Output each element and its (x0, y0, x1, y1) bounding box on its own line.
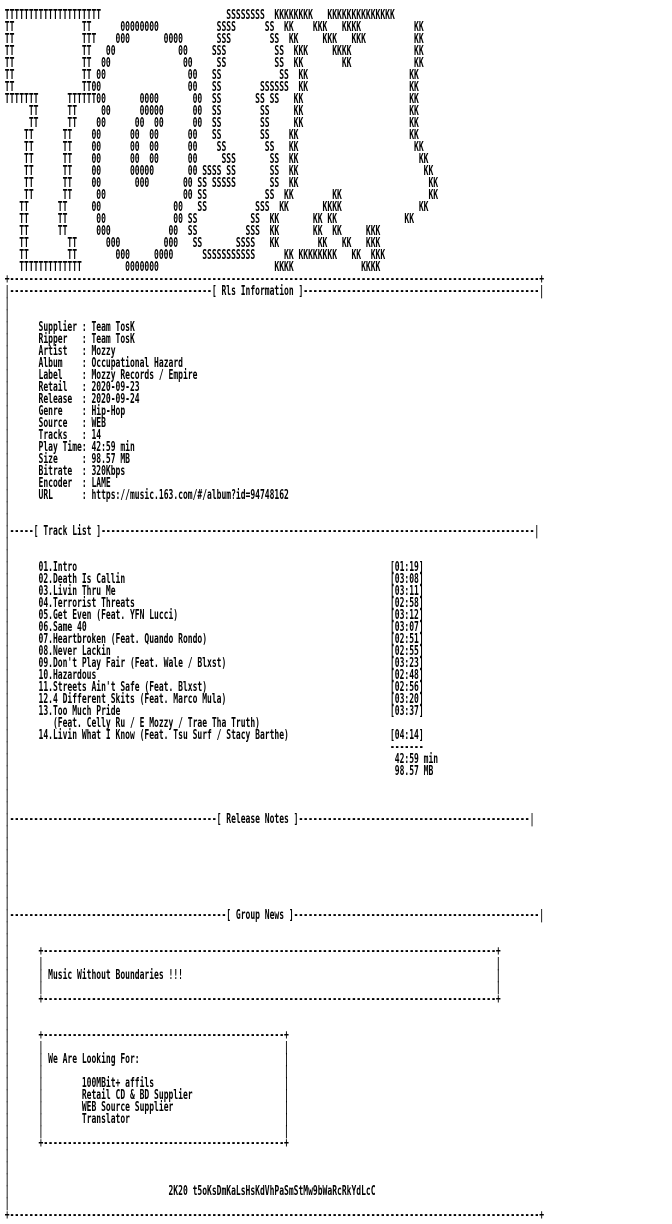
info-value: 2020-09-24 (91, 392, 140, 407)
box-side: | (284, 1052, 289, 1067)
track-time: [01:19] (389, 560, 424, 575)
track-title: 05.Get Even (Feat. YFN Lucci) (38, 608, 179, 623)
info-label: Ripper (38, 332, 68, 347)
looking-box-bottom: | +--------------------------------------------------+ (4, 1136, 289, 1151)
track-row: | 14.Livin What I Know (Feat. Tsu Surf / Stacy Barthe) [04:14] (4, 728, 424, 743)
frame-empty-row (5, 922, 403, 934)
box-side: | (38, 1052, 44, 1067)
track-title: 12.4 Different Skits (Feat. Marco Mula) (38, 692, 227, 707)
logo-art: TTTTTTT TTTTTT00 0000 00 SS SS SS KK KK (4, 92, 419, 107)
motto-box-row: | | | (4, 956, 501, 971)
looking-box-border: +--------------------------------------------------+ (38, 1136, 289, 1151)
frame-side: | (4, 1172, 10, 1187)
box-side: | (38, 1088, 44, 1103)
track-time: [03:12] (389, 608, 424, 623)
info-row: | Bitrate : 320Kbps (4, 464, 126, 479)
looking-box-border: +--------------------------------------------------+ (38, 1028, 289, 1043)
info-label: Encoder (38, 476, 73, 491)
info-label: Source (38, 416, 68, 431)
box-side: | (284, 1064, 289, 1079)
track-title: 07.Heartbroken (Feat. Quando Rondo) (38, 632, 208, 647)
box-side: | (284, 1088, 289, 1103)
info-row: | Retail : 2020-09-23 (4, 380, 140, 395)
logo-art: TT TT 00 00 SS SS KK KK KK (4, 56, 424, 71)
frame-empty-row (5, 886, 403, 898)
info-label: Album (38, 356, 63, 371)
info-value: LAME (91, 476, 111, 491)
frame-border: +--------------------------------------------------------------------------------------------------------------+ (4, 272, 545, 287)
frame-empty-row (5, 538, 403, 550)
info-value: 2020-09-23 (91, 380, 140, 395)
info-row: | Encoder : LAME (4, 476, 111, 491)
box-side: | (495, 980, 501, 995)
track-list-header: |-----[ Track List ]------------------------------------------------------------------------------------------| (4, 524, 540, 539)
info-value: Hip-Hop (91, 404, 126, 419)
info-label: Play Time (38, 440, 82, 455)
box-side: | (38, 1040, 44, 1055)
track-time: [02:51] (389, 632, 424, 647)
motto-box-border: +----------------------------------------------------------------------------------------------+ (38, 992, 501, 1007)
logo-art: TT TT 00 00 SS SS KK KK KK KK (4, 212, 415, 227)
logo-art: TT TT 000 00 SS SSS KK KK KK KKK (4, 224, 381, 239)
track-row: | 03.Livin Thru Me [03:11] (4, 584, 424, 599)
info-label: Tracks (38, 428, 68, 443)
track-row: | 02.Death Is Callin [03:08] (4, 572, 424, 587)
logo-art: TTTTTTTTTTTTTTTTTTTT SSSSSSSS KKKKKKKK KKKKKKKKKKKKKK (4, 8, 395, 23)
info-value: 42:59 min (91, 440, 135, 455)
frame-side: | (4, 824, 10, 839)
logo-art: TT TT 00 00 00 00 SS SS KK KK (4, 140, 424, 155)
frame-side: | (4, 788, 10, 803)
footer-signature: 2K20 t5oKsDmKaLsHsKdVhPaSmStMw9bWaRcRkYdLcC (168, 1184, 376, 1199)
box-side: | (284, 1112, 289, 1127)
info-value: 98.57 MB (91, 452, 130, 467)
info-value: WEB (91, 416, 106, 431)
box-side: | (38, 1100, 44, 1115)
track-title: (Feat. Celly Ru / E Mozzy / Trae Tha Truth) (38, 716, 260, 731)
track-title: 09.Don't Play Fair (Feat. Wale / Blxst) (38, 656, 227, 671)
track-title: 02.Death Is Callin (38, 572, 126, 587)
info-label: Genre (38, 404, 63, 419)
logo-art: TT TT 00 00 SS SS KK KK KK (4, 188, 439, 203)
frame-empty-row (5, 850, 403, 862)
frame-side: | (4, 296, 10, 311)
track-title: 08.Never Lackin (38, 644, 111, 659)
logo-art: TT TT 00 000 00 SS SSSSS SS KK KK (4, 176, 439, 191)
info-value: Team TosK (91, 332, 135, 347)
logo-art: TT TT 00 00 SS SS KK KK (4, 68, 419, 83)
section-header (4, 524, 540, 539)
looking-box-row: | | 100MBit+ affils | (4, 1076, 289, 1091)
logo-art: TT TTT 000 0000 SSS SS KK KKK KKK KK (4, 32, 424, 47)
footer-row: | 2K20 t5oKsDmKaLsHsKdVhPaSmStMw9bWaRcRkYdLcC (4, 1184, 376, 1199)
frame-side: | (4, 836, 10, 851)
motto-box-row: | | | (4, 980, 501, 995)
looking-item: Translator (81, 1112, 130, 1127)
track-row: | (Feat. Celly Ru / E Mozzy / Trae Tha Truth) (4, 716, 260, 731)
box-side: | (38, 1076, 44, 1091)
looking-box-row: | | | (4, 1124, 289, 1139)
info-value: 14 (91, 428, 102, 443)
frame-side: | (4, 308, 10, 323)
track-title: 01.Intro (38, 560, 78, 575)
info-label: Bitrate (38, 464, 73, 479)
track-time: [03:20] (389, 692, 424, 707)
logo-art: TT TT 000 0000 SSSSSSSSSSS KK KKKKKKKK KK KKK (4, 248, 386, 263)
track-row: | 01.Intro [01:19] (4, 560, 424, 575)
total-rule: ------- (389, 740, 424, 755)
motto-box-row: | | Music Without Boundaries !!! | (4, 968, 501, 983)
looking-box-row: | | | (4, 1064, 289, 1079)
track-time: [03:08] (389, 572, 424, 587)
frame-empty-row (5, 826, 403, 838)
frame-empty-row (5, 790, 403, 802)
track-time: [02:58] (389, 596, 424, 611)
track-time: [02:48] (389, 668, 424, 683)
frame-side: | (4, 500, 10, 515)
info-label: Retail (38, 380, 68, 395)
box-side: | (284, 1076, 289, 1091)
track-row: | 06.Same 40 [03:07] (4, 620, 424, 635)
logo-art: TT TT 00 00000 00 SS SS KK KK (4, 104, 419, 119)
box-side: | (38, 1124, 44, 1139)
track-row: | 10.Hazardous [02:48] (4, 668, 424, 683)
frame-side: | (4, 1196, 10, 1211)
frame-empty-row (5, 1150, 403, 1162)
info-label: Size (38, 452, 58, 467)
track-title: 03.Livin Thru Me (38, 584, 116, 599)
frame-side: | (4, 860, 10, 875)
release-notes-header: |-------------------------------------------[ Release Notes ]------------------------------------------------| (4, 812, 535, 827)
track-row: | 12.4 Different Skits (Feat. Marco Mula) [03:20] (4, 692, 424, 707)
looking-item: Retail CD & BD Supplier (81, 1088, 193, 1103)
track-total-rule: | ------- (4, 740, 424, 755)
box-side: | (495, 968, 501, 983)
info-row: | Artist : Mozzy (4, 344, 116, 359)
info-row: | Supplier : Team TosK (4, 320, 135, 335)
track-time: [02:56] (389, 680, 424, 695)
track-time: [03:23] (389, 656, 424, 671)
box-side: | (284, 1124, 289, 1139)
track-title: 14.Livin What I Know (Feat. Tsu Surf / Stacy Barthe) (38, 728, 289, 743)
track-total-size: | 98.57 MB (4, 764, 434, 779)
logo-art: TT TT 00 00000 00 SSSS SS SS KK KK (4, 164, 434, 179)
frame-empty-row (5, 862, 403, 874)
track-title: 10.Hazardous (38, 668, 97, 683)
box-side: | (38, 980, 44, 995)
track-time: [03:07] (389, 620, 424, 635)
info-row: | Label : Mozzy Records / Empire (4, 368, 198, 383)
box-side: | (38, 956, 44, 971)
frame-side: | (4, 1148, 10, 1163)
total-size: 98.57 MB (394, 764, 434, 779)
looking-box-row: | | Retail CD & BD Supplier | (4, 1088, 289, 1103)
looking-item: 100MBit+ affils (81, 1076, 155, 1091)
looking-box-row: | | WEB Source Supplier | (4, 1100, 289, 1115)
track-row: | 07.Heartbroken (Feat. Quando Rondo) [02:51] (4, 632, 424, 647)
looking-title: We Are Looking For: (48, 1052, 140, 1067)
logo-art: TT TT 00 00 00 00 SS SS KK KK (4, 128, 419, 143)
frame-empty-row (5, 1006, 403, 1018)
box-side: | (284, 1100, 289, 1115)
frame-side: | (4, 920, 10, 935)
frame-empty-row (5, 838, 403, 850)
box-side: | (38, 968, 44, 983)
info-value: 320Kbps (91, 464, 126, 479)
info-row: | Release : 2020-09-24 (4, 392, 140, 407)
info-label: Release (38, 392, 73, 407)
info-value: Mozzy (91, 344, 116, 359)
info-label: Artist (38, 344, 68, 359)
info-row: | Tracks : 14 (4, 428, 102, 443)
looking-box-row: | | | (4, 1040, 289, 1055)
looking-item: WEB Source Supplier (81, 1100, 174, 1115)
info-row: | Album : Occupational Hazard (4, 356, 183, 371)
logo-art: TT TT 00 00 SS SSS KK KKKK KK (4, 200, 429, 215)
info-row: | Genre : Hip-Hop (4, 404, 126, 419)
frame-empty-row (5, 778, 403, 790)
info-value: Mozzy Records / Empire (91, 368, 198, 383)
info-label: URL (38, 488, 53, 503)
track-time: [03:37] (389, 704, 424, 719)
info-row: | URL : https://music.163.com/#/album?id=94748162 (4, 488, 289, 503)
track-row: | 04.Terrorist Threats [02:58] (4, 596, 424, 611)
section-header (4, 812, 535, 827)
logo-art: TT TT 00000000 SSSS SS KK KKK KKKK KK (4, 20, 424, 35)
looking-box-top: | +--------------------------------------------------+ (4, 1028, 289, 1043)
frame-side: | (4, 548, 10, 563)
frame-empty-row (5, 502, 403, 514)
motto-box-bottom: | +----------------------------------------------------------------------------------------------+ (4, 992, 501, 1007)
motto-box-top: | +----------------------------------------------------------------------------------------------+ (4, 944, 501, 959)
info-value: Occupational Hazard (91, 356, 183, 371)
logo-art: TT TT 00 00 00 00 SSS SS KK KK (4, 152, 429, 167)
info-row: | Ripper : Team TosK (4, 332, 135, 347)
logo-art: TT TT 00 00 00 00 SS SS KK KK (4, 116, 419, 131)
frame-empty-row (5, 874, 403, 886)
track-row: | 08.Never Lackin [02:55] (4, 644, 424, 659)
rls-info-header: |------------------------------------------[ Rls Information ]-------------------------------------------------| (4, 284, 545, 299)
frame-side: | (4, 884, 10, 899)
looking-box-row: | | Translator | (4, 1112, 289, 1127)
track-total-time: | 42:59 min (4, 752, 439, 767)
logo-art: TTTTTTTTTTTTT 0000000 KKKK KKKK (4, 260, 381, 275)
info-row: | Play Time: 42:59 min (4, 440, 135, 455)
looking-box-row: | | We Are Looking For: | (4, 1052, 289, 1067)
motto-text: Music Without Boundaries !!! (48, 968, 183, 983)
frame-empty-row (5, 1162, 403, 1174)
frame-side: | (4, 1004, 10, 1019)
info-row: | Size : 98.57 MB (4, 452, 130, 467)
total-time: 42:59 min (394, 752, 439, 767)
track-title: 06.Same 40 (38, 620, 87, 635)
frame-side: | (4, 872, 10, 887)
group-news-header: |---------------------------------------------[ Group News ]---------------------------------------------------| (4, 908, 545, 923)
frame-side: | (4, 848, 10, 863)
frame-bottom-border (4, 1208, 545, 1223)
info-value: Team TosK (91, 320, 135, 335)
frame-side: | (4, 776, 10, 791)
frame-side: | (4, 536, 10, 551)
logo-art: TT TT 000 000 SS SSSS KK KK KK KKK (4, 236, 381, 251)
track-row: | 09.Don't Play Fair (Feat. Wale / Blxst) [03:23] (4, 656, 424, 671)
track-time: [03:11] (389, 584, 424, 599)
track-row: | 13.Too Much Pride [03:37] (4, 704, 424, 719)
track-title: 11.Streets Ain't Safe (Feat. Blxst) (38, 680, 208, 695)
track-row: | 05.Get Even (Feat. YFN Lucci) [03:12] (4, 608, 424, 623)
info-row: | Source : WEB (4, 416, 106, 431)
logo-art: TT TT00 00 SS SSSSSS KK KK (4, 80, 419, 95)
frame-side: | (4, 1160, 10, 1175)
frame-side: | (4, 800, 10, 815)
track-time: [02:55] (389, 644, 424, 659)
motto-box-border: +----------------------------------------------------------------------------------------------+ (38, 944, 501, 959)
info-label: Supplier (38, 320, 78, 335)
frame-empty-row (5, 298, 403, 310)
track-title: 04.Terrorist Threats (38, 596, 135, 611)
info-value: https://music.163.com/#/album?id=94748162 (91, 488, 289, 503)
frame-border: +--------------------------------------------------------------------------------------------------------------+ (4, 1208, 545, 1223)
frame-side: | (4, 896, 10, 911)
box-side: | (284, 1040, 289, 1055)
track-title: 13.Too Much Pride (38, 704, 121, 719)
track-time: [04:14] (389, 728, 424, 743)
box-side: | (38, 1112, 44, 1127)
frame-side: | (4, 1016, 10, 1031)
logo-art: TT TT 00 00 SSS SS KKK KKKK KK (4, 44, 424, 59)
info-label: Label (38, 368, 63, 383)
frame-side: | (4, 932, 10, 947)
track-row: | 11.Streets Ain't Safe (Feat. Blxst) [02:56] (4, 680, 424, 695)
box-side: | (38, 1064, 44, 1079)
box-side: | (495, 956, 501, 971)
section-header (4, 284, 545, 299)
section-header (4, 908, 545, 923)
frame-side: | (4, 512, 10, 527)
